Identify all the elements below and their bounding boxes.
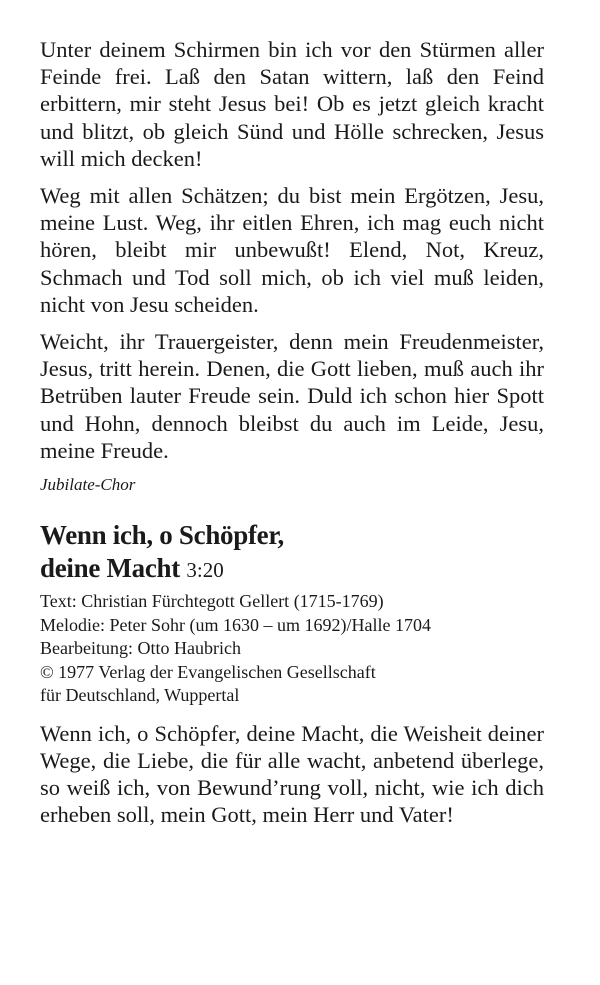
- booklet-page: [40, 36, 544, 828]
- song-lyrics: Wenn ich, o Schöpfer, deine Macht, die Weisheit deiner Wege, die Liebe, die für alle wacht, anbetend überlege, so weiß ich, von Bewund’rung voll, nicht, wie ich dich erheben soll, mein Gott, mein Herr und Vater!: [40, 720, 544, 828]
- song-title-line-1: Wenn ich, o Schöpfer,: [40, 520, 284, 551]
- stanza-1: Unter deinem Schirmen bin ich vor den Stürmen aller Feinde frei. Laß den Satan wittern, laß den Feind erbittern, mir steht Jesus bei! Ob es jetzt gleich kracht und blitzt, ob gleich Sünd und Hölle schrecken, Jesus will mich decken!: [40, 37, 544, 171]
- copyright-line-2: für Deutschland, Wuppertal: [40, 685, 240, 706]
- track-duration: 3:20: [186, 558, 224, 583]
- song-title-line-2: [40, 552, 544, 587]
- melody-credit: Melodie: Peter Sohr (um 1630 – um 1692)/Halle 1704: [40, 614, 431, 635]
- stanza-3: Weicht, ihr Trauergeister, denn mein Freudenmeister, Jesus, tritt herein. Denen, die Gott lieben, muß auch ihr Betrüben lauter Freude sein. Duld ich schon hier Spott und Hohn, dennoch bleibst du auch im Leide, Jesu, meine Freude.: [40, 329, 544, 463]
- song-title: [40, 519, 544, 587]
- copyright-line-1: © 1977 Verlag der Evangelischen Gesellschaft: [40, 661, 376, 682]
- text-credit: Text: Christian Fürchtegott Gellert (1715-1769): [40, 591, 384, 612]
- song-credits: [40, 590, 544, 708]
- arrangement-credit: Bearbeitung: Otto Haubrich: [40, 638, 241, 659]
- stanza-2: Weg mit allen Schätzen; du bist mein Ergötzen, Jesu, meine Lust. Weg, ihr eitlen Ehren, ich mag euch nicht hören, bleibt mir unbewußt! Elend, Not, Kreuz, Schmach und Tod soll mich, ob ich viel muß leiden, nicht von Jesu scheiden.: [40, 183, 544, 317]
- performer-credit: Jubilate-Chor: [40, 475, 136, 495]
- song-title-line-2-text: deine Macht: [40, 553, 180, 584]
